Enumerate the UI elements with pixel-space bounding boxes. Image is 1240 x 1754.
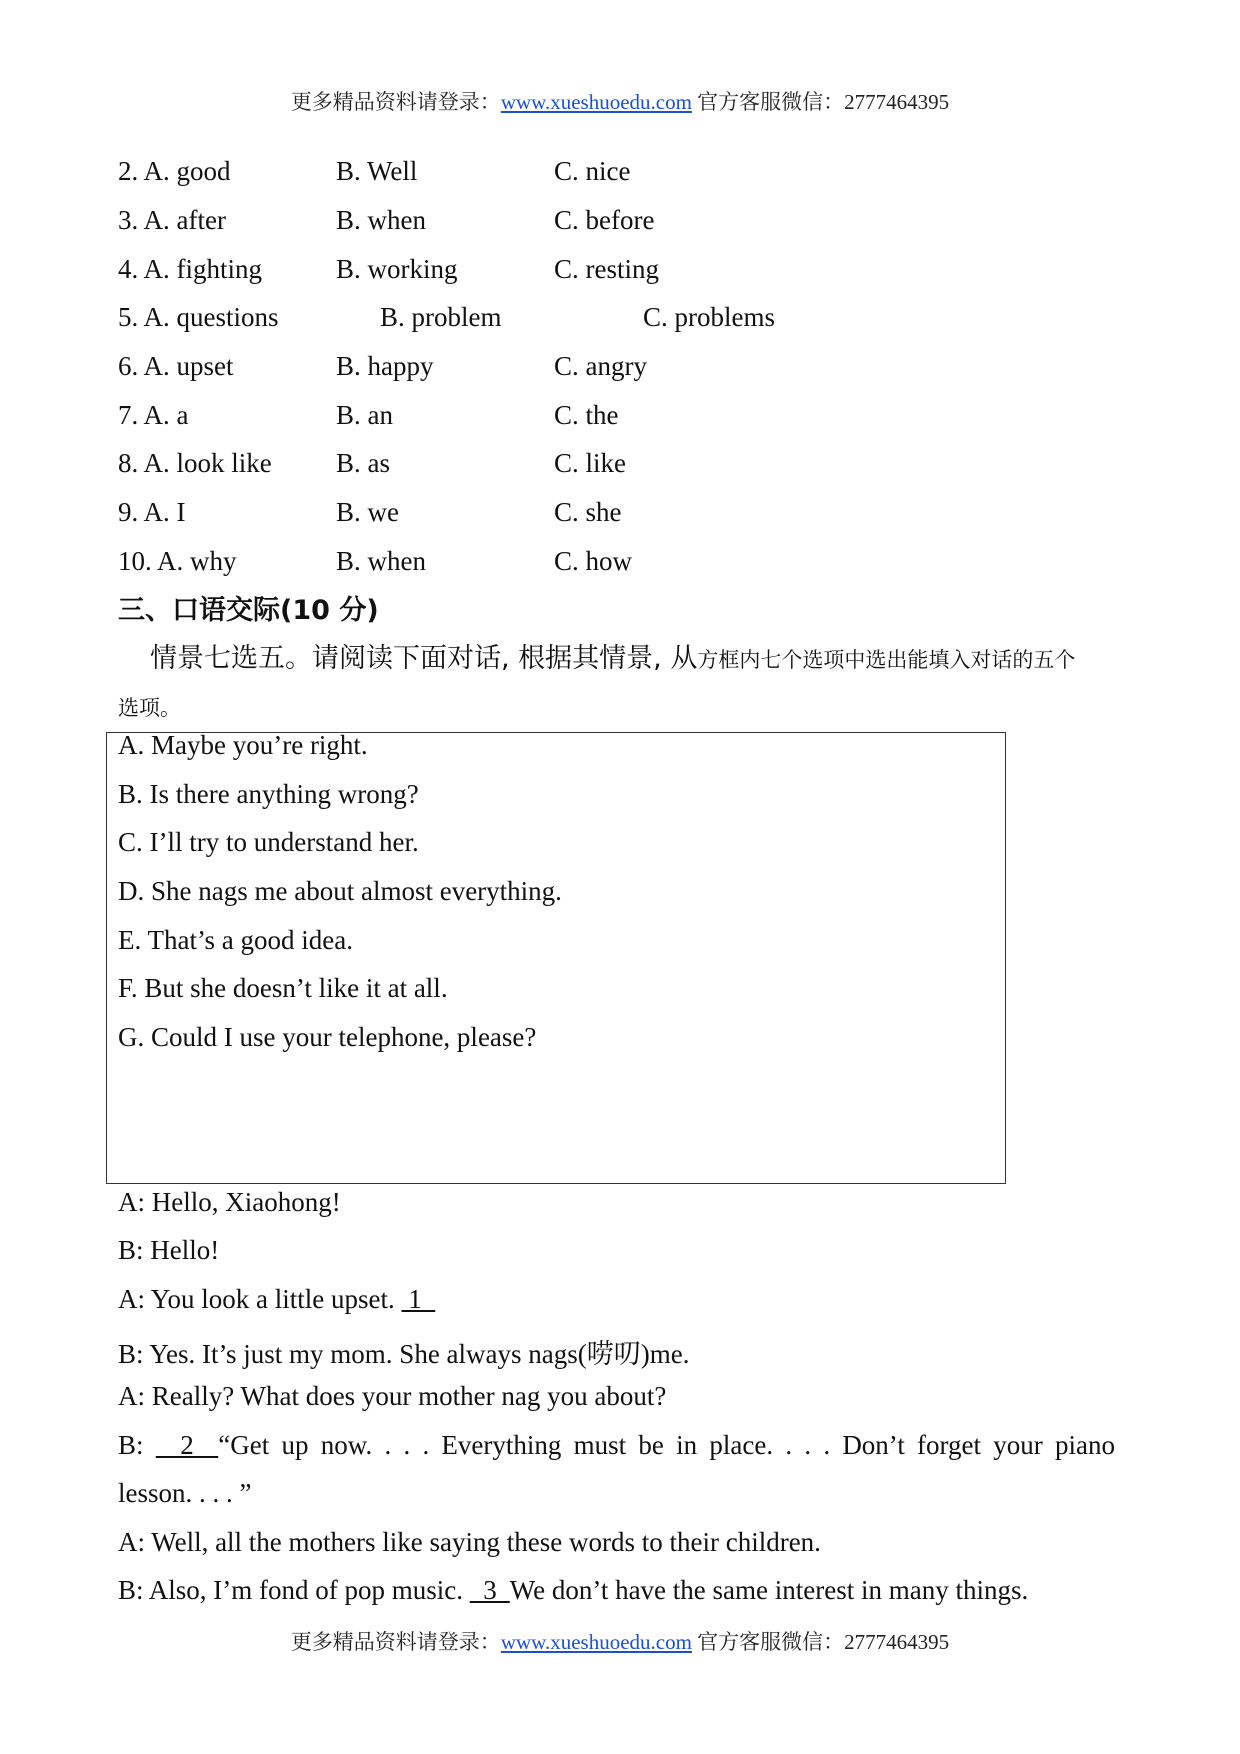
option-c: C. before <box>554 205 655 235</box>
instruction-line-2: 选项。 <box>118 696 181 720</box>
option-c: C. like <box>554 448 626 478</box>
footer-suffix: 官方客服微信：2777464395 <box>691 1630 950 1654</box>
option-a: 7. A. a <box>118 400 189 430</box>
answer-blank-1: 1 <box>401 1284 436 1314</box>
dialogue-line: A: Hello, Xiaohong! <box>118 1187 341 1217</box>
dialogue-line <box>118 1575 1028 1606</box>
option-c: C. the <box>554 400 619 430</box>
dialogue-line <box>118 1284 435 1315</box>
option-c: C. she <box>554 497 622 527</box>
dialogue-text: We don’t have the same interest in many things. <box>509 1575 1029 1605</box>
option-b: B. we <box>336 497 399 527</box>
dialogue-speaker: B: <box>118 1430 156 1460</box>
choice-item: A. Maybe you’re right. <box>118 730 368 760</box>
choice-item: F. But she doesn’t like it at all. <box>118 973 448 1003</box>
instruction-large: 情景七选五。请阅读下面对话, 根据其情景, 从 <box>150 643 698 674</box>
answer-blank-3: 3 <box>469 1575 510 1605</box>
option-c: C. resting <box>554 254 659 284</box>
option-b: B. as <box>336 448 390 478</box>
option-b: B. an <box>336 400 393 430</box>
option-row <box>0 398 1240 432</box>
section-title: 三、口语交际(10 分) <box>118 595 379 626</box>
dialogue-line: A: Well, all the mothers like saying these words to their children. <box>118 1527 821 1557</box>
dialogue-line <box>118 1430 1115 1461</box>
option-a: 10. A. why <box>118 546 237 576</box>
option-b: B. working <box>336 254 458 284</box>
option-c: C. nice <box>554 156 631 186</box>
option-row <box>0 349 1240 383</box>
page-footer <box>0 1626 1240 1656</box>
dialogue-line: B: Yes. It’s just my mom. She always nags(唠叨)me. <box>118 1339 690 1369</box>
option-row <box>0 544 1240 578</box>
dialogue-line: lesson. . . . ” <box>118 1478 252 1508</box>
option-c: C. problems <box>643 302 775 332</box>
option-a: 2. A. good <box>118 156 231 186</box>
header-prefix: 更多精品资料请登录： <box>290 90 501 114</box>
choice-item: G. Could I use your telephone, please? <box>118 1022 537 1052</box>
option-a: 5. A. questions <box>118 302 279 332</box>
choice-item: E. That’s a good idea. <box>118 925 353 955</box>
page-header <box>0 86 1240 116</box>
choice-item: C. I’ll try to understand her. <box>118 827 419 857</box>
choice-item: B. Is there anything wrong? <box>118 779 419 809</box>
option-a: 9. A. I <box>118 497 186 527</box>
option-c: C. how <box>554 546 633 576</box>
option-a: 8. A. look like <box>118 448 272 478</box>
option-a: 3. A. after <box>118 205 226 235</box>
dialogue-line: B: Hello! <box>118 1235 220 1265</box>
answer-blank-2: 2 <box>155 1430 219 1460</box>
dialogue-text: “Get up now. . . . Everything must be in place. . . . Don’t forget your piano <box>218 1430 1116 1460</box>
option-b: B. happy <box>336 351 434 381</box>
option-a: 6. A. upset <box>118 351 234 381</box>
option-row <box>0 446 1240 480</box>
dialogue-text: B: Also, I’m fond of pop music. <box>118 1575 470 1605</box>
dialogue-text: A: You look a little upset. <box>118 1284 402 1314</box>
option-row <box>0 203 1240 237</box>
dialogue-line: A: Really? What does your mother nag you about? <box>118 1381 667 1411</box>
choice-item: D. She nags me about almost everything. <box>118 876 562 906</box>
option-b: B. when <box>336 205 426 235</box>
option-row <box>0 300 1240 334</box>
footer-prefix: 更多精品资料请登录： <box>290 1630 501 1654</box>
option-c: C. angry <box>554 351 647 381</box>
option-b: B. Well <box>336 156 418 186</box>
option-b: B. when <box>336 546 426 576</box>
instruction-line-1 <box>150 636 1075 675</box>
instruction-small: 方框内七个选项中选出能填入对话的五个 <box>697 648 1076 672</box>
option-row <box>0 154 1240 188</box>
option-a: 4. A. fighting <box>118 254 263 284</box>
header-link[interactable]: www.xueshuoedu.com <box>500 90 692 114</box>
option-row <box>0 252 1240 286</box>
option-row <box>0 495 1240 529</box>
footer-link[interactable]: www.xueshuoedu.com <box>500 1630 692 1654</box>
header-suffix: 官方客服微信：2777464395 <box>691 90 950 114</box>
option-b: B. problem <box>380 302 502 332</box>
